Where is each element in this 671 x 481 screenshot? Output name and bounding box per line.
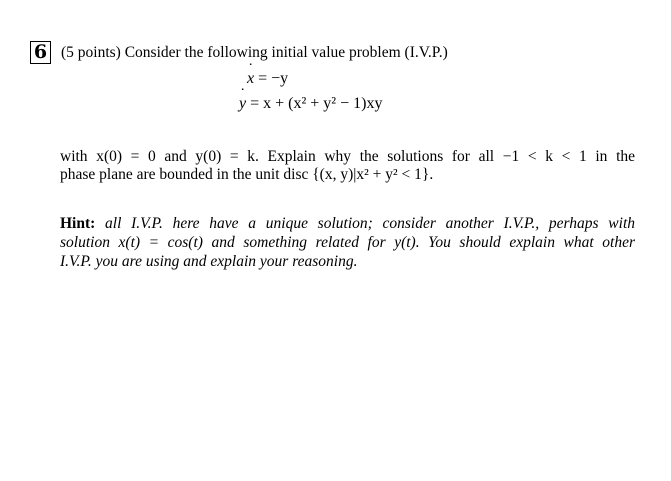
- body-line-1: with x(0) = 0 and y(0) = k. Explain why the solutions for all −1 < k < 1 in the: [60, 148, 635, 165]
- hint-line-3: I.V.P. you are using and explain your reasoning.: [60, 253, 358, 270]
- x-dot-symbol: ˙ x: [247, 70, 254, 87]
- y-dot-symbol: ˙ y: [239, 95, 246, 112]
- body-line-2: phase plane are bounded in the unit disc {(x, y)|x² + y² < 1}.: [60, 166, 434, 183]
- problem-intro: (5 points) Consider the following initial value problem (I.V.P.): [61, 44, 448, 61]
- equation-x-dot: [247, 70, 288, 88]
- problem-number-box: 6: [30, 41, 51, 64]
- hint-line-1: [60, 214, 635, 233]
- hint-line-2: solution x(t) = cos(t) and something related for y(t). You should explain what other: [60, 234, 635, 251]
- problem-body: [60, 148, 635, 184]
- equation-y-dot-rhs: = x + (x² + y² − 1)xy: [246, 95, 383, 112]
- hint-paragraph: [60, 214, 635, 271]
- equation-x-dot-rhs: = −y: [254, 70, 289, 87]
- hint-label: Hint:: [60, 215, 96, 232]
- hint-line-1-text: all I.V.P. here have a unique solution; consider another I.V.P., perhaps with: [105, 215, 635, 232]
- equation-y-dot: [239, 95, 382, 113]
